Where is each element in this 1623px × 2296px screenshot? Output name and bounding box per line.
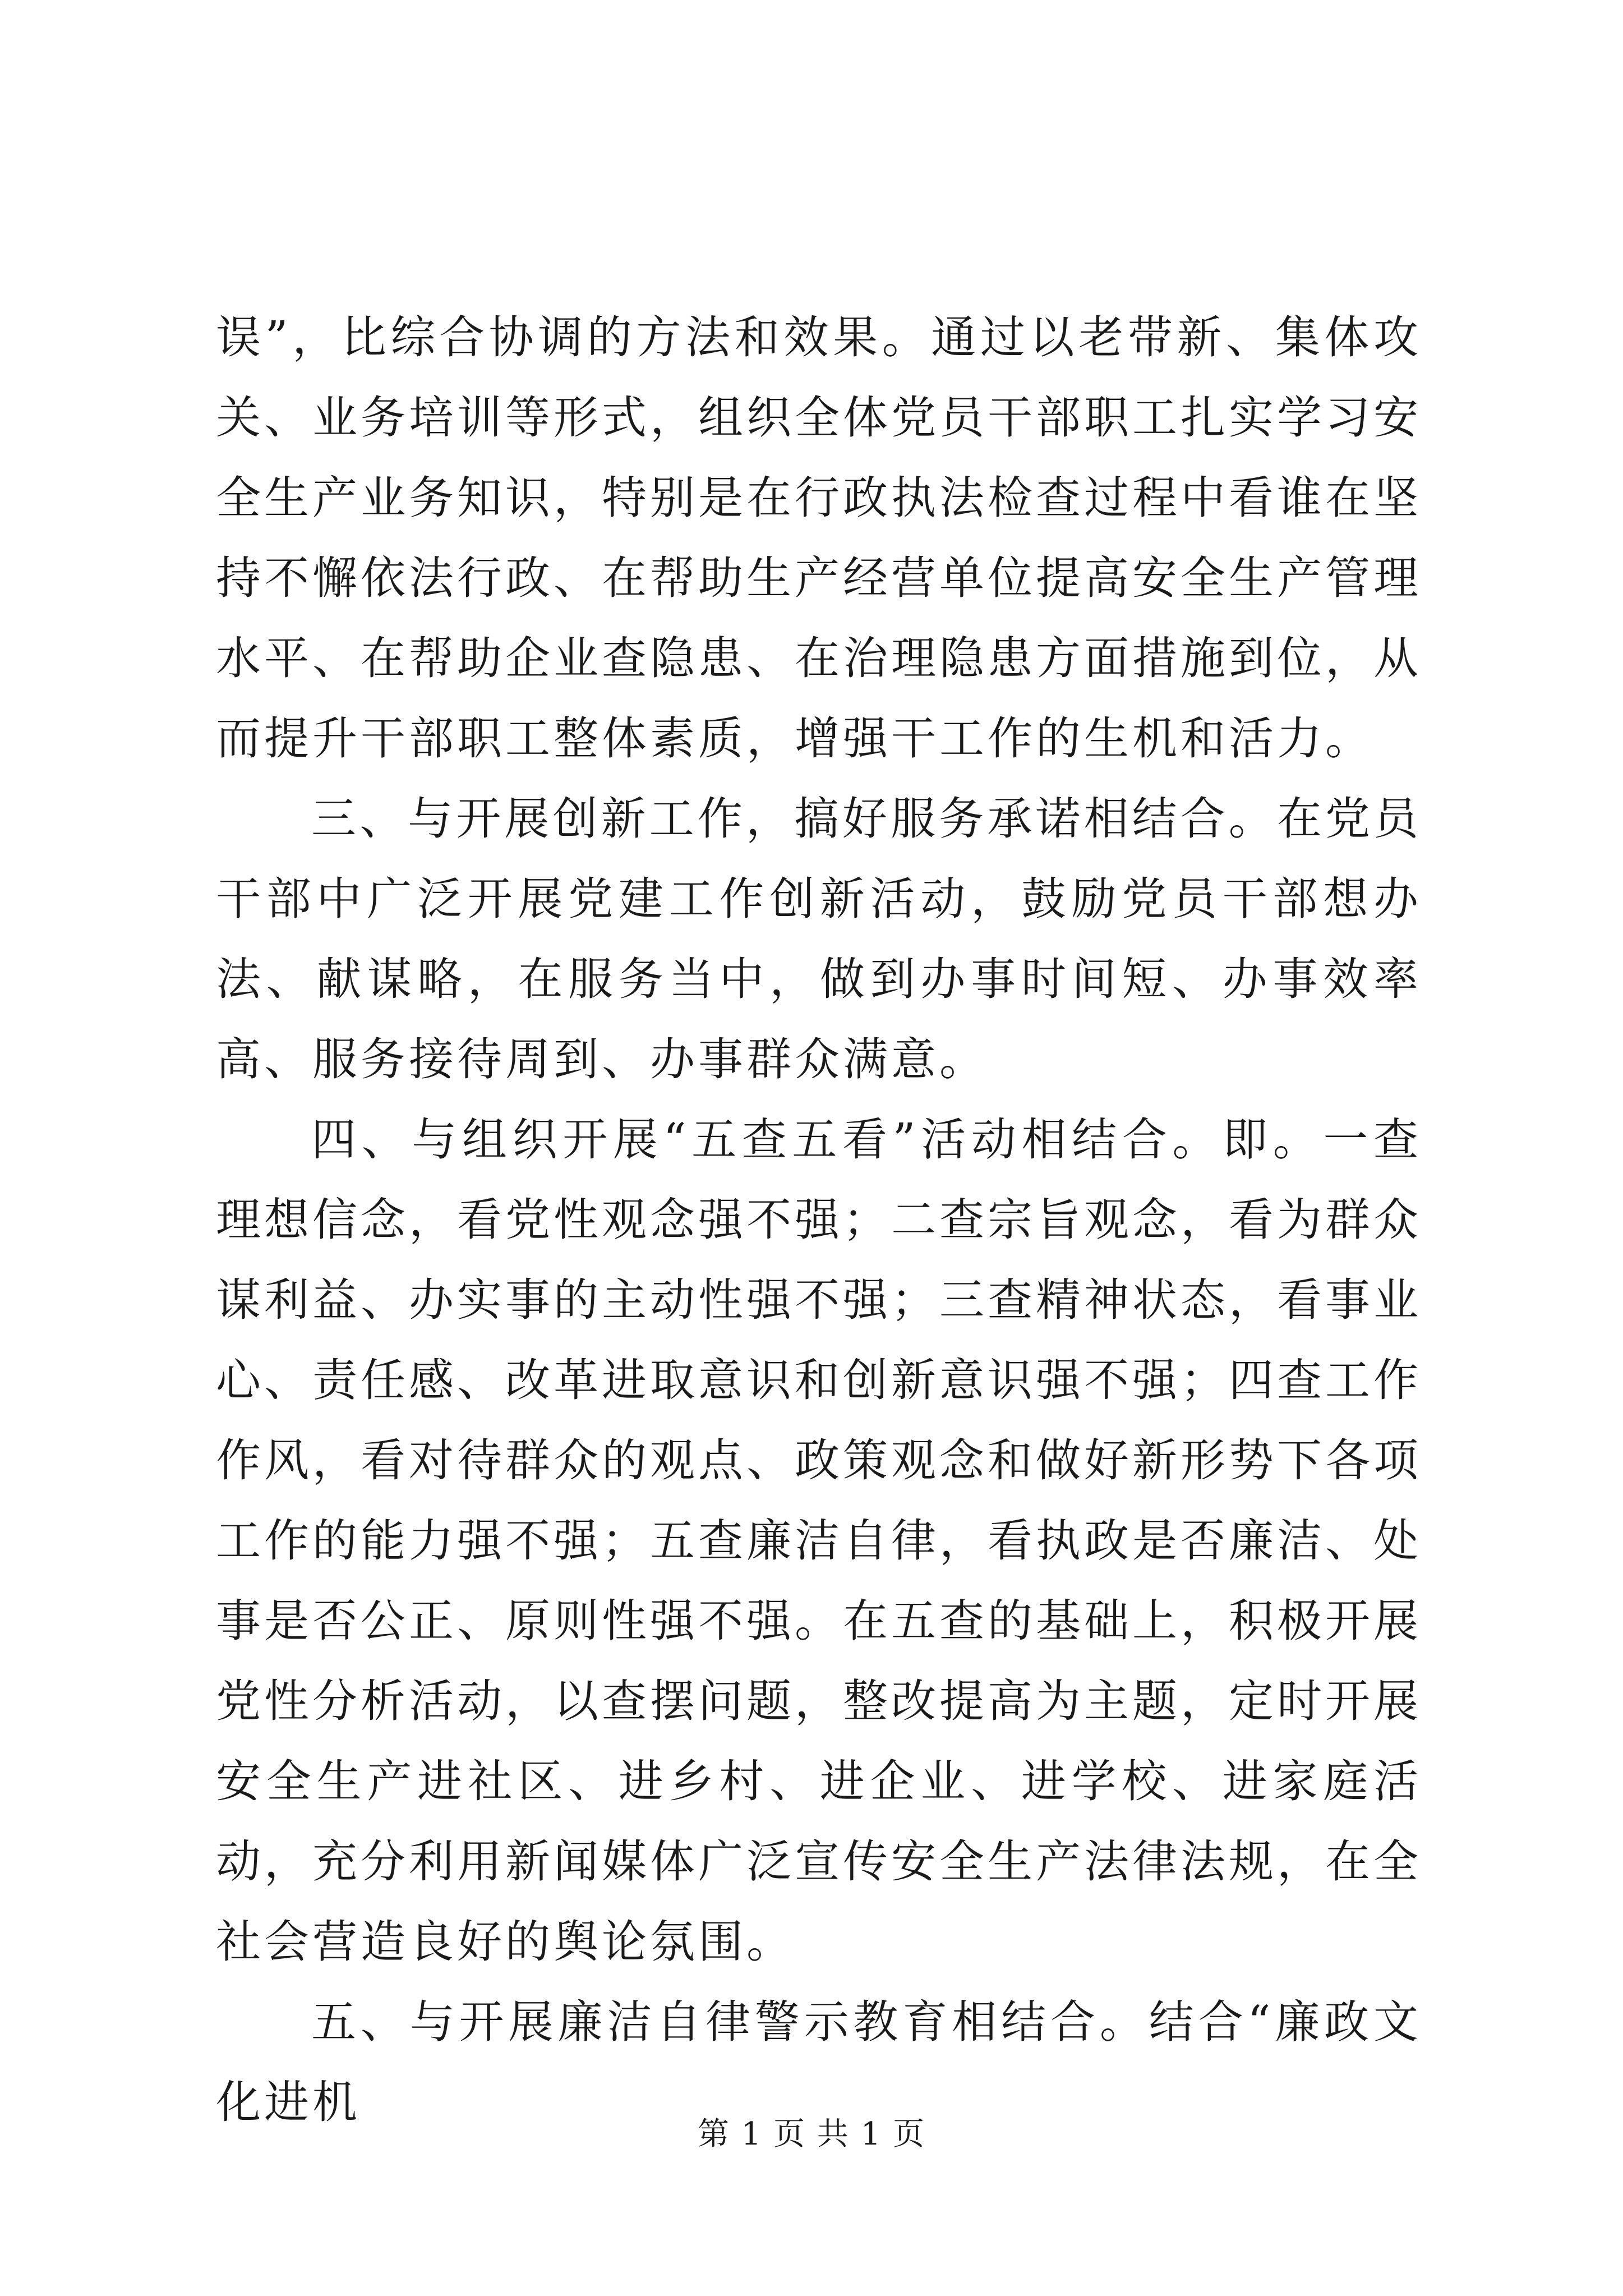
document-body [216, 297, 1422, 2142]
paragraph-continuation: 误”，比综合协调的方法和效果。通过以老带新、集体攻关、业务培训等形式，组织全体党员干部职工扎实学习安全生产业务知识，特别是在行政执法检查过程中看谁在坚持不懈依法行政、在帮助生产经营单位提高安全生产管理水平、在帮助企业查隐患、在治理隐患方面措施到位，从而提升干部职工整体素质，增强干工作的生机和活力。 [216, 311, 1422, 765]
page-footer: 第 1 页 共 1 页 [697, 2116, 926, 2152]
paragraph-section-three: 三、与开展创新工作，搞好服务承诺相结合。在党员干部中广泛开展党建工作创新活动，鼓励党员干部想办法、献谋略，在服务当中，做到办事时间短、办事效率高、服务接待周到、办事群众满意。 [216, 793, 1422, 1085]
paragraph-section-five: 五、与开展廉洁自律警示教育相结合。结合“廉政文化进机 [216, 1996, 1422, 2128]
paragraph-section-four: 四、与组织开展“五查五看”活动相结合。即。一查理想信念，看党性观念强不强；二查宗旨观念，看为群众谋利益、办实事的主动性强不强；三查精神状态，看事业心、责任感、改革进取意识和创新意识强不强；四查工作作风，看对待群众的观点、政策观念和做好新形势下各项工作的能力强不强；五查廉洁自律，看执政是否廉洁、处事是否公正、原则性强不强。在五查的基础上，积极开展党性分析活动，以查摆问题，整改提高为主题，定时开展安全生产进社区、进乡村、进企业、进学校、进家庭活动，充分利用新闻媒体广泛宣传安全生产法律法规，在全社会营造良好的舆论氛围。 [216, 1114, 1422, 1968]
